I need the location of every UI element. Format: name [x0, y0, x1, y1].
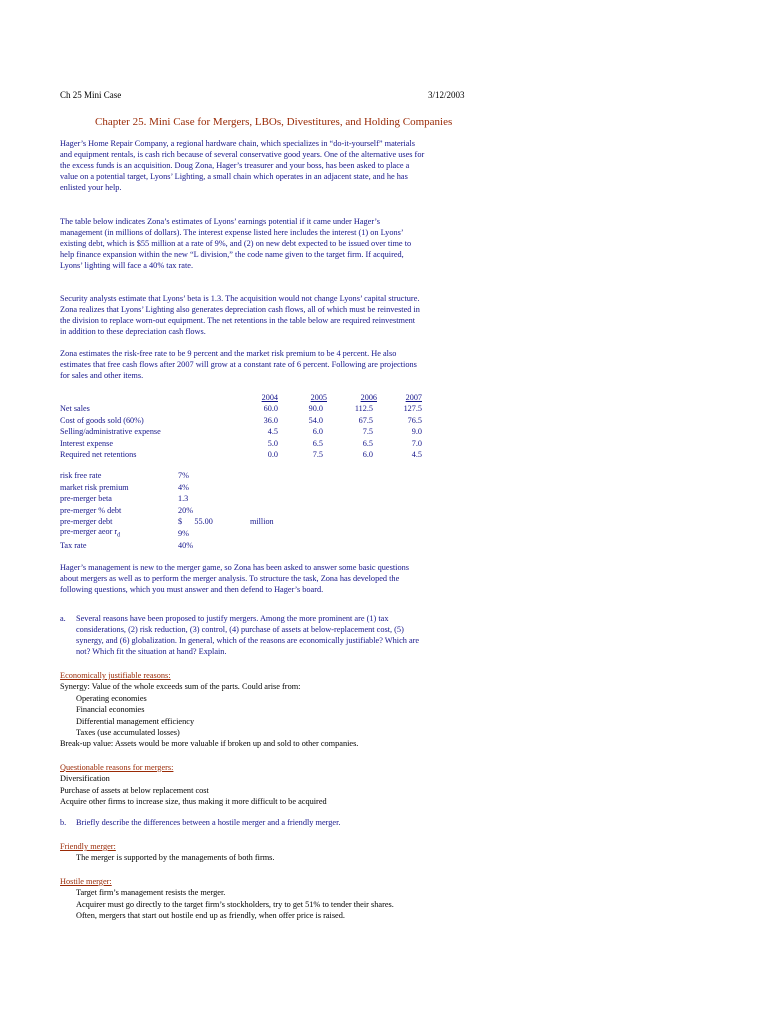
list-item: Operating economies	[76, 693, 147, 703]
row-label: Interest expense	[60, 438, 113, 448]
param-label: market risk premium	[60, 482, 129, 492]
text-line: Zona estimates the risk-free rate to be 9 percent and the market risk premium to be 4 percent. He also	[60, 349, 397, 358]
text-line: Target firm’s management resists the merger.	[76, 888, 226, 898]
param-row	[60, 470, 360, 482]
text-line: Often, mergers that start out hostile end up as friendly, when offer price is raised.	[76, 911, 345, 921]
text-line: the division to replace worn-out equipment. The net retentions in the table below are required reinvestment	[60, 315, 416, 325]
text-line: Security analysts estimate that Lyons’ beta is 1.3. The acquisition would not change Lyons’ capital structure.	[60, 294, 420, 303]
cell: 4.5	[411, 450, 422, 459]
table-header-row	[60, 392, 480, 403]
text-line: management (in millions of dollars). The interest expense listed here includes the interest (1) on Lyons’	[60, 227, 404, 237]
spacer	[60, 864, 394, 876]
param-value: 7%	[178, 471, 189, 480]
text-line: considerations, (2) risk reduction, (3) control, (4) purchase of assets at below-replacement cost, (5)	[76, 624, 404, 634]
year-header: 2007	[405, 393, 422, 402]
cell: 6.5	[312, 438, 323, 448]
text-line: and equipment rentals, is cash rich because of several conservative good years. One of the alternative uses for	[60, 149, 425, 159]
param-label: pre-merger debt	[60, 517, 113, 527]
section-heading: Hostile merger:	[60, 876, 112, 886]
table-row	[60, 415, 480, 426]
cell: 5.0	[267, 438, 278, 448]
cell: 7.0	[411, 438, 422, 448]
cell: 76.5	[407, 415, 422, 425]
param-row	[60, 493, 360, 505]
cell: 112.5	[354, 404, 373, 414]
cell: 7.5	[362, 427, 373, 437]
param-unit: million	[250, 517, 274, 527]
text-line: The table below indicates Zona’s estimates of Lyons’ earnings potential if it came under Hager’s	[60, 217, 380, 226]
task-paragraph	[60, 563, 468, 596]
list-item: Acquire other firms to increase size, thus making it more difficult to be acquired	[60, 797, 327, 807]
cell: 9.0	[411, 427, 422, 437]
year-header: 2006	[360, 393, 377, 402]
text-line: existing debt, which is $55 million at a rate of 9%, and (2) on new debt expected to be issued over time to	[60, 238, 412, 248]
section-heading: Economically justifiable reasons:	[60, 671, 171, 680]
text-line: The merger is supported by the managements of both firms.	[76, 853, 275, 863]
row-label: Cost of goods sold (60%)	[60, 415, 144, 425]
param-value: 20%	[178, 505, 194, 515]
param-row	[60, 540, 360, 552]
text-line: about mergers as well as to perform the merger analysis. To structure the task, Zona has developed the	[60, 573, 400, 583]
cell: 6.0	[312, 427, 323, 437]
text-line: value on a potential target, Lyons’ Lighting, a small chain which operates in an adjacent state, and he has	[60, 171, 408, 181]
param-row	[60, 526, 360, 538]
spacer	[60, 750, 358, 762]
cell: 54.0	[308, 415, 323, 425]
row-label: Selling/administrative expense	[60, 427, 161, 437]
beta-paragraph	[60, 294, 468, 338]
page-title: Chapter 25. Mini Case for Mergers, LBOs, Divestitures, and Holding Companies	[95, 116, 453, 128]
answer-a	[60, 670, 358, 807]
section-heading: Friendly merger:	[60, 842, 116, 851]
text-line: Acquirer must go directly to the target firm’s stockholders, try to get 51% to tender their shares.	[76, 899, 394, 909]
param-label: pre-merger beta	[60, 494, 112, 504]
header-date: 3/12/2003	[428, 90, 465, 100]
text-line: the excess funds is an acquisition. Doug Zona, Hager’s treasurer and your boss, has been asked to place a	[60, 160, 410, 170]
projections-table	[60, 392, 480, 462]
param-value: 1.3	[178, 494, 189, 504]
text-line: following questions, which you must answer and then defend to Hager’s board.	[60, 584, 324, 594]
text-line: Synergy: Value of the whole exceeds sum of the parts. Could arise from:	[60, 682, 301, 692]
question-b: Briefly describe the differences between a hostile merger and a friendly merger.	[76, 818, 341, 827]
param-value: $ 55.00	[178, 517, 213, 527]
answer-b	[60, 841, 394, 921]
header-left: Ch 25 Mini Case	[60, 90, 122, 100]
text-line: help finance expansion within the new “L division,” the code name given to the target firm. If acquired,	[60, 249, 404, 259]
list-item: Purchase of assets at below replacement cost	[60, 785, 209, 795]
param-label: risk free rate	[60, 471, 102, 480]
cell: 90.0	[308, 404, 323, 414]
param-label-text: pre-merger aeor r	[60, 527, 118, 536]
table-row	[60, 438, 480, 449]
intro-paragraph	[60, 139, 468, 194]
parameter-list	[60, 470, 360, 552]
text-line: Hager’s Home Repair Company, a regional hardware chain, which specializes in “do-it-yourself” materials	[60, 139, 416, 148]
param-label-subscript: d	[117, 532, 121, 539]
text-line: Several reasons have been proposed to justify mergers. Among the more prominent are (1) tax	[76, 614, 389, 623]
list-item: Financial economies	[76, 705, 145, 715]
question-a-marker: a.	[60, 614, 66, 623]
cell: 36.0	[263, 415, 278, 425]
param-label: pre-merger % debt	[60, 505, 122, 515]
cell: 6.5	[362, 438, 373, 448]
rates-paragraph	[60, 349, 468, 382]
param-value: 40%	[178, 540, 194, 550]
year-header: 2005	[310, 393, 327, 402]
param-row	[60, 505, 360, 517]
param-label: Tax rate	[60, 540, 87, 550]
param-value: 4%	[178, 482, 189, 492]
cell: 4.5	[267, 427, 278, 437]
text-line: in addition to these depreciation cash flows.	[60, 326, 206, 336]
table-row	[60, 449, 480, 460]
section-heading: Questionable reasons for mergers:	[60, 762, 174, 772]
row-label: Net sales	[60, 404, 90, 414]
cell: 0.0	[267, 450, 278, 459]
question-a	[76, 614, 476, 658]
param-value: 9%	[178, 529, 189, 538]
cell: 7.5	[312, 450, 323, 459]
text-line: Zona realizes that Lyons’ Lighting also generates depreciation cash flows, all of which must be reinvested in	[60, 304, 420, 314]
text-line: enlisted your help.	[60, 182, 122, 192]
earnings-paragraph	[60, 217, 468, 272]
question-b-marker: b.	[60, 818, 67, 827]
text-line: Lyons’ lighting will face a 40% tax rate.	[60, 260, 194, 270]
table-row	[60, 403, 480, 414]
year-header: 2004	[261, 393, 278, 402]
cell: 60.0	[263, 404, 278, 414]
row-label: Required net retentions	[60, 450, 137, 459]
list-item: Taxes (use accumulated losses)	[76, 728, 180, 738]
text-line: not? Which fit the situation at hand? Explain.	[76, 646, 227, 656]
param-row	[60, 482, 360, 494]
cell: 67.5	[358, 415, 373, 425]
list-item: Diversification	[60, 774, 110, 784]
text-line: for sales and other items.	[60, 370, 144, 380]
list-item: Differential management efficiency	[76, 716, 195, 726]
text-line: estimates that free cash flows after 2007 will grow at a constant rate of 6 percent. Following are projections	[60, 359, 417, 369]
cell: 6.0	[362, 450, 373, 459]
table-row	[60, 426, 480, 437]
text-line: Hager’s management is new to the merger game, so Zona has been asked to answer some basic questions	[60, 563, 409, 572]
text-line: synergy, and (6) globalization. In general, which of the reasons are economically justifiable? Which are	[76, 635, 420, 645]
text-line: Break-up value: Assets would be more valuable if broken up and sold to other companies.	[60, 739, 359, 749]
cell: 127.5	[403, 404, 422, 414]
